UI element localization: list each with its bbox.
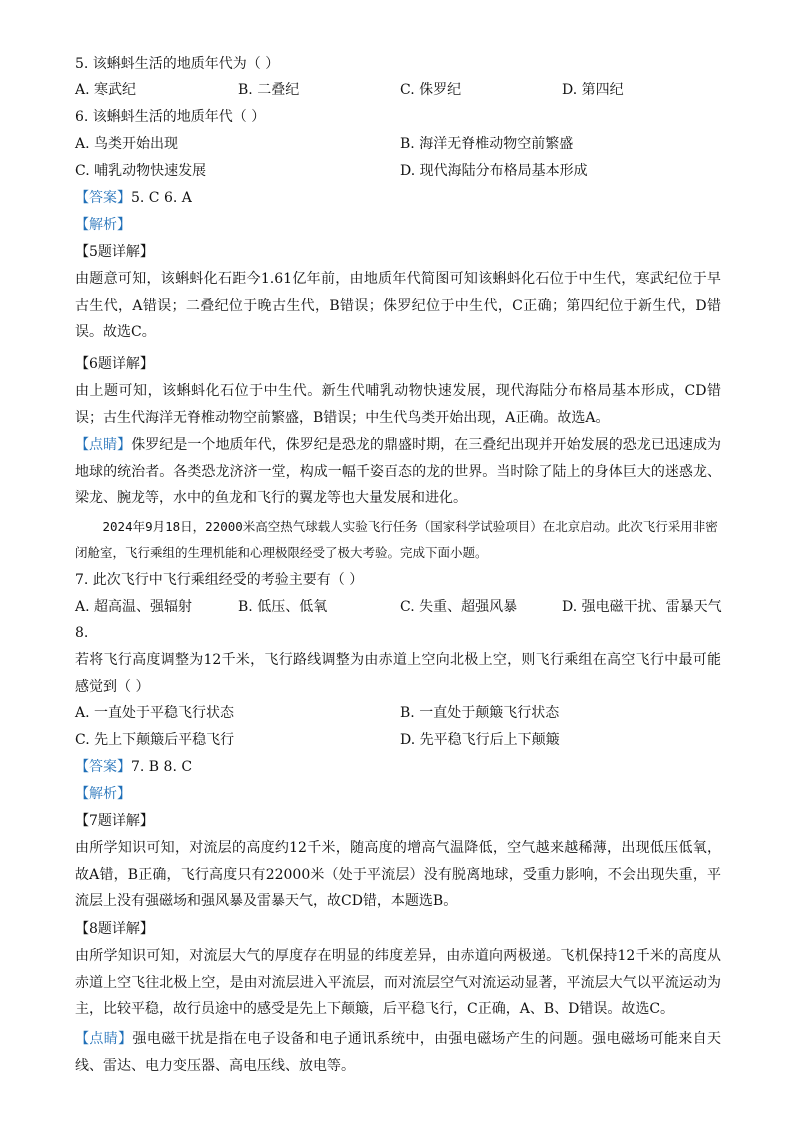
detail-8-text: 由所学知识可知，对流层大气的厚度存在明显的纬度差异，由赤道向两极递。飞机保持12千米的高度从赤道上空飞往北极上空，是由对流层进入平流层，而对流层空气对流运动显著，平流层大气以平流运动为主，比较平稳，故行员途中的感受是先上下颠簸，后平稳飞行，C正确，A、B、D错误。故选C。 [75, 948, 721, 1017]
answer-tag: 【答案】 [75, 759, 131, 775]
q6-option-d: D. 现代海陆分布格局基本形成 [400, 163, 588, 179]
point-tag: 【点睛】 [75, 437, 132, 453]
point-tag: 【点睛】 [75, 1031, 133, 1047]
q8-option-b: B. 一直处于颠簸飞行状态 [400, 705, 560, 721]
point-2 [75, 1026, 721, 1079]
q6-option-a: A. 鸟类开始出现 [75, 136, 179, 152]
q7-stem: 7. 此次飞行中飞行乘组经受的考验主要有（ ） [75, 572, 364, 588]
answer-line-2 [75, 757, 192, 777]
answer-tag: 【答案】 [75, 190, 131, 206]
q5-option-a: A. 寒武纪 [75, 82, 137, 98]
point-1 [75, 432, 721, 512]
detail-6-text: 由上题可知，该蝌蚪化石位于中生代。新生代哺乳动物快速发展，现代海陆分布格局基本形成，CD错误；古生代海洋无脊椎动物空前繁盛，B错误；中生代鸟类开始出现，A正确。故选A。 [75, 383, 721, 426]
q5-stem: 5. 该蝌蚪生活的地质年代为（ ） [75, 56, 280, 72]
q7-option-b: B. 低压、低氧 [238, 599, 328, 615]
reading-passage: 2024年9月18日，22000米高空热气球载人实验飞行任务（国家科学试验项目）在北京启动。此次飞行采用非密闭舱室，飞行乘组的生理机能和心理极限经受了极大考验。完成下面小题。 [75, 519, 718, 560]
q6-stem: 6. 该蝌蚪生活的地质年代（ ） [75, 109, 266, 125]
q7-option-d: D. 强电磁干扰、雷暴天气 [562, 599, 722, 615]
detail-5-text: 由题意可知，该蝌蚪化石距今1.61亿年前，由地质年代简图可知该蝌蚪化石位于中生代，寒武纪位于早古生代，A错误；二叠纪位于晚古生代，B错误；侏罗纪位于中生代，C正确；第四纪位于新生代，D错误。故选C。 [75, 271, 721, 340]
q5-option-b: B. 二叠纪 [238, 82, 300, 98]
q8-option-c: C. 先上下颠簸后平稳飞行 [75, 732, 235, 748]
q5-option-c: C. 侏罗纪 [400, 82, 462, 98]
answer-line-1 [75, 188, 192, 208]
point-text: 侏罗纪是一个地质年代，侏罗纪是恐龙的鼎盛时期，在三叠纪出现并开始发展的恐龙已迅速成为地球的统治者。各类恐龙济济一堂，构成一幅千姿百态的龙的世界。当时除了陆上的身体巨大的迷惑龙、梁龙、腕龙等，水中的鱼龙和飞行的翼龙等也大量发展和进化。 [75, 437, 722, 506]
q6-option-b: B. 海洋无脊椎动物空前繁盛 [400, 136, 574, 152]
answer-text: 5. C 6. A [131, 190, 192, 206]
detail-7-heading: 【7题详解】 [75, 813, 154, 829]
q8-option-d: D. 先平稳飞行后上下颠簸 [400, 732, 560, 748]
analysis-tag: 【解析】 [75, 217, 131, 233]
analysis-tag: 【解析】 [75, 786, 131, 802]
detail-5-heading: 【5题详解】 [75, 244, 154, 260]
detail-8-heading: 【8题详解】 [75, 921, 154, 937]
detail-6-heading: 【6题详解】 [75, 356, 154, 372]
answer-text: 7. B 8. C [131, 759, 193, 775]
q5-option-d: D. 第四纪 [562, 82, 624, 98]
q8-number: 8. [75, 625, 89, 641]
q8-option-a: A. 一直处于平稳飞行状态 [75, 705, 235, 721]
q8-stem: 若将飞行高度调整为12千米，飞行路线调整为由赤道上空向北极上空，则飞行乘组在高空飞行中最可能感觉到（ ） [75, 652, 721, 695]
point-text: 强电磁干扰是指在电子设备和电子通讯系统中，由强电磁场产生的问题。强电磁场可能来自天线、雷达、电力变压器、高电压线、放电等。 [75, 1031, 722, 1074]
q7-option-a: A. 超高温、强辐射 [75, 599, 193, 615]
q7-option-c: C. 失重、超强风暴 [400, 599, 518, 615]
q6-option-c: C. 哺乳动物快速发展 [75, 163, 207, 179]
detail-7-text: 由所学知识可知，对流层的高度约12千米，随高度的增高气温降低，空气越来越稀薄，出现低压低氧，故A错，B正确，飞行高度只有22000米（处于平流层）没有脱离地球，受重力影响，不会出现失重，平流层上没有强磁场和强风暴及雷暴天气，故CD错，本题选B。 [75, 840, 721, 909]
